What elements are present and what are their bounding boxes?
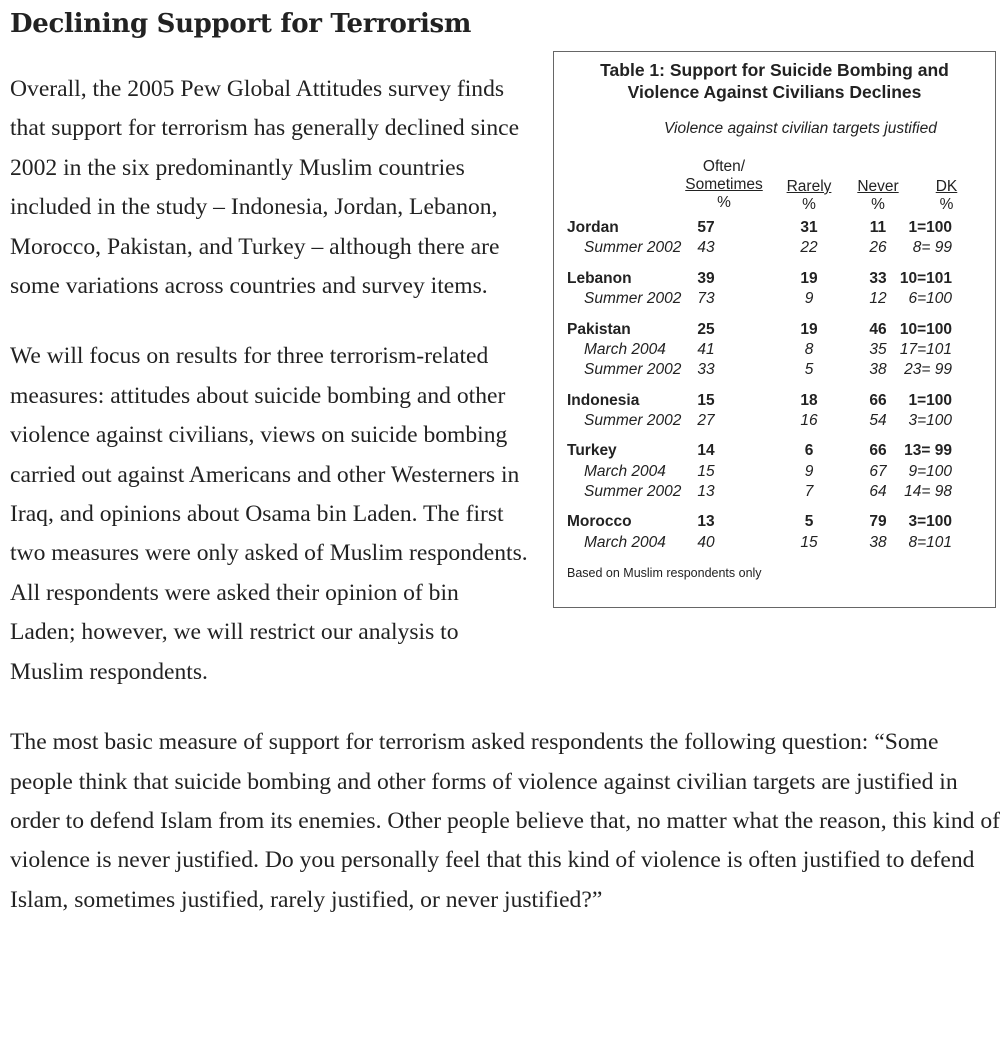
cell-never: 12 xyxy=(869,290,887,307)
row-period-label: Summer 2002 xyxy=(584,411,682,429)
cell-dk: 10=101 xyxy=(899,269,952,287)
table-title-line2: Violence Against Civilians Declines xyxy=(627,82,922,102)
row-period-label: March 2004 xyxy=(584,533,666,551)
cell-dk: 1=100 xyxy=(908,219,952,236)
row-country-label: Lebanon xyxy=(567,269,632,287)
table-figure xyxy=(553,51,996,608)
cell-rarely: 5 xyxy=(804,361,814,378)
column-header-unit: % xyxy=(717,194,731,211)
cell-rarely: 19 xyxy=(800,269,818,287)
cell-dk: 8= 99 xyxy=(912,239,952,257)
cell-often-sometimes: 14 xyxy=(697,442,715,460)
row-period-label: Summer 2002 xyxy=(584,239,682,257)
column-header-line1: Often/ xyxy=(702,158,746,175)
cell-never: 66 xyxy=(869,442,887,460)
cell-often-sometimes: 40 xyxy=(697,533,715,551)
cell-never: 38 xyxy=(869,533,887,551)
cell-often-sometimes: 27 xyxy=(697,411,715,429)
cell-never: 54 xyxy=(869,411,887,429)
column-header-line2: Never xyxy=(857,178,899,195)
cell-often-sometimes: 25 xyxy=(697,320,715,338)
cell-dk: 14= 98 xyxy=(904,482,952,500)
cell-never: 11 xyxy=(869,219,887,236)
cell-rarely: 6 xyxy=(804,442,814,460)
cell-rarely: 18 xyxy=(800,391,818,409)
cell-rarely: 8 xyxy=(804,340,814,358)
paragraph-2: We will focus on results for three terrorism-related measures: attitudes about suicide bombing and other violence against civilians, views on suicide bombing carried out against Americans and other Westerners in Iraq, and opinions about Osama bin Laden. The first two measures were only asked of Muslim respondents. All respondents were asked their opinion of bin Laden; however, we will restrict our analysis to Muslim respondents. xyxy=(10,343,528,685)
cell-dk: 10=100 xyxy=(899,320,952,338)
column-header-line2: Rarely xyxy=(786,178,832,195)
cell-often-sometimes: 15 xyxy=(697,462,715,480)
article xyxy=(10,4,1000,920)
cell-rarely: 9 xyxy=(804,462,814,480)
cell-never: 33 xyxy=(869,269,887,287)
cell-never: 26 xyxy=(869,239,887,257)
cell-often-sometimes: 13 xyxy=(697,482,715,500)
row-country-label: Morocco xyxy=(567,513,632,531)
cell-often-sometimes: 43 xyxy=(697,239,715,257)
cell-dk: 9=100 xyxy=(908,462,952,480)
cell-often-sometimes: 73 xyxy=(697,290,715,307)
cell-dk: 13= 99 xyxy=(904,442,952,460)
cell-rarely: 16 xyxy=(800,411,818,429)
row-country-label: Indonesia xyxy=(567,391,640,409)
column-header-line2: DK xyxy=(935,178,958,195)
cell-never: 46 xyxy=(869,320,887,338)
row-period-label: March 2004 xyxy=(584,340,666,358)
cell-never: 79 xyxy=(869,513,887,531)
cell-dk: 8=101 xyxy=(908,533,952,551)
column-header-line2: Sometimes xyxy=(685,176,763,193)
cell-often-sometimes: 15 xyxy=(697,391,715,409)
article-title: Declining Support for Terrorism xyxy=(10,9,472,39)
column-header-unit: % xyxy=(871,196,885,213)
cell-often-sometimes: 41 xyxy=(697,340,715,358)
column-header-unit: % xyxy=(939,196,954,213)
cell-dk: 17=101 xyxy=(899,340,952,358)
cell-rarely: 15 xyxy=(800,533,818,551)
cell-never: 35 xyxy=(869,340,887,358)
row-period-label: Summer 2002 xyxy=(584,361,682,378)
table-title-line1: Table 1: Support for Suicide Bombing and xyxy=(600,60,949,80)
column-header-dk xyxy=(919,178,974,214)
cell-rarely: 5 xyxy=(804,513,814,531)
paragraph-3: The most basic measure of support for terrorism asked respondents the following question: “Some people think that suicide bombing and other forms of violence against civilian targets are justified in order to defend Islam from its enemies. Other people believe that, no matter what the reason, this kind of violence is never justified. Do you personally feel that this kind of violence is often justified to defend Islam, sometimes justified, rarely justified, or never justified?” xyxy=(10,729,1000,913)
table-title xyxy=(554,59,995,103)
row-period-label: Summer 2002 xyxy=(584,290,682,307)
column-header-often-sometimes xyxy=(669,158,779,212)
cell-often-sometimes: 57 xyxy=(697,219,715,236)
cell-dk: 23= 99 xyxy=(904,361,952,378)
table-note: Based on Muslim respondents only xyxy=(567,566,762,580)
row-period-label: Summer 2002 xyxy=(584,482,682,500)
cell-often-sometimes: 39 xyxy=(697,269,715,287)
row-country-label: Turkey xyxy=(567,442,617,460)
cell-often-sometimes: 33 xyxy=(697,361,715,378)
cell-often-sometimes: 13 xyxy=(697,513,715,531)
cell-never: 64 xyxy=(869,482,887,500)
cell-rarely: 22 xyxy=(800,239,818,257)
row-country-label: Jordan xyxy=(567,219,619,236)
cell-dk: 1=100 xyxy=(908,391,952,409)
cell-rarely: 7 xyxy=(804,482,814,500)
cell-never: 67 xyxy=(869,462,887,480)
cell-rarely: 31 xyxy=(800,219,818,236)
row-country-label: Pakistan xyxy=(567,320,631,338)
table-subtitle: Violence against civilian targets justified xyxy=(664,120,937,137)
column-header-unit: % xyxy=(802,196,816,213)
cell-rarely: 9 xyxy=(804,290,814,307)
paragraph-1: Overall, the 2005 Pew Global Attitudes survey finds that support for terrorism has generally declined since 2002 in the six predominantly Muslim countries included in the study – Indonesia, Jordan, Lebanon, Morocco, Pakistan, and Turkey – although there are some variations across countries and survey items. xyxy=(10,76,520,300)
cell-dk: 3=100 xyxy=(908,513,952,531)
column-header-rarely xyxy=(779,178,839,214)
cell-rarely: 19 xyxy=(800,320,818,338)
cell-dk: 3=100 xyxy=(908,411,952,429)
cell-dk: 6=100 xyxy=(908,290,952,307)
column-header-never xyxy=(848,178,908,214)
cell-never: 38 xyxy=(869,361,887,378)
cell-never: 66 xyxy=(869,391,887,409)
row-period-label: March 2004 xyxy=(584,462,666,480)
